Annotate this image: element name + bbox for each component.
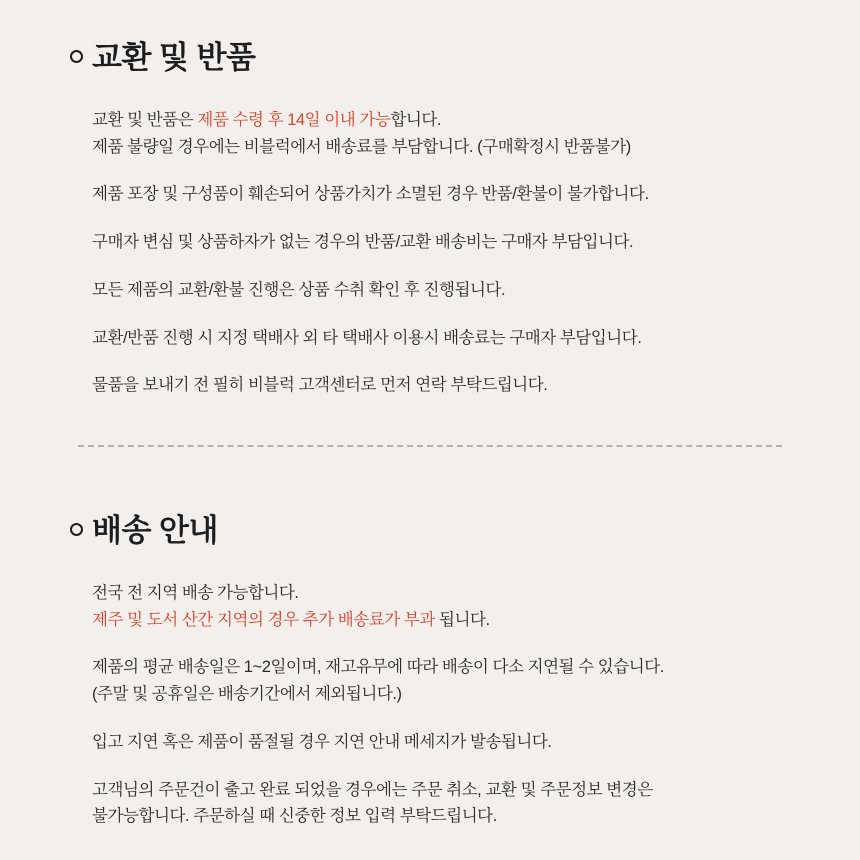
policy-paragraph	[92, 107, 800, 160]
body-text: 됩니다.	[434, 610, 490, 629]
body-text: 모든 제품의 교환/환불 진행은 상품 수취 확인 후 진행됩니다.	[92, 280, 506, 299]
section-heading-shipping-info	[0, 505, 860, 550]
body-text: 제품 불량일 경우에는 비블럭에서 배송료를 부담합니다. (구매확정시 반품불가)	[92, 137, 631, 156]
section-body-exchange-return	[0, 107, 860, 399]
body-text: 전국 전 지역 배송 가능합니다.	[92, 584, 299, 603]
policy-paragraph	[92, 372, 800, 399]
body-text: 제품의 평균 배송일은 1~2일이며, 재고유무에 따라 배송이 다소 지연될 수 있습니다.	[92, 658, 664, 677]
policy-paragraph	[92, 729, 800, 756]
section-title: 교환 및 반품	[92, 40, 256, 75]
section-exchange-return	[0, 32, 860, 399]
section-shipping-info	[0, 505, 860, 830]
spacer	[0, 399, 860, 445]
body-text: 제품 포장 및 구성품이 훼손되어 상품가치가 소멸된 경우 반품/환불이 불가합니다.	[92, 185, 649, 204]
body-text: 교환/반품 진행 시 지정 택배사 외 타 택배사 이용시 배송료는 구매자 부담입니다.	[92, 328, 642, 347]
policy-paragraph	[92, 325, 800, 352]
body-text: 입고 지연 혹은 제품이 품절될 경우 지연 안내 메세지가 발송됩니다.	[92, 732, 552, 751]
body-text: 합니다.	[390, 111, 441, 129]
highlighted-text: 제주 및 도서 산간 지역의 경우 추가 배송료가 부과	[92, 610, 435, 629]
highlighted-text: 제품 수령 후 14일 이내 가능	[197, 111, 391, 129]
spacer	[0, 77, 860, 107]
policy-paragraph	[92, 654, 800, 707]
body-text: 불가능합니다. 주문하실 때 신중한 정보 입력 부탁드립니다.	[92, 807, 497, 826]
policy-paragraph	[92, 580, 800, 633]
circle-bullet-icon	[70, 50, 83, 63]
body-text: 고객님의 주문건이 출고 완료 되었을 경우에는 주문 취소, 교환 및 주문정보 변경은	[92, 780, 653, 799]
spacer	[0, 550, 860, 580]
top-spacer	[0, 0, 860, 32]
section-divider	[0, 445, 860, 447]
body-text: 교환 및 반품은	[92, 111, 198, 129]
policy-paragraph	[92, 777, 800, 830]
policy-paragraph	[92, 181, 800, 208]
divider-line	[78, 445, 782, 447]
policy-paragraph	[92, 277, 800, 304]
body-text: 물품을 보내기 전 필히 비블럭 고객센터로 먼저 연락 부탁드립니다.	[92, 376, 548, 395]
spacer	[0, 447, 860, 505]
section-heading-exchange-return	[0, 32, 860, 77]
section-body-shipping-info	[0, 580, 860, 830]
body-text: 구매자 변심 및 상품하자가 없는 경우의 반품/교환 배송비는 구매자 부담입니다.	[92, 233, 634, 252]
circle-bullet-icon	[70, 523, 83, 536]
body-text: (주말 및 공휴일은 배송기간에서 제외됩니다.)	[92, 685, 402, 704]
section-title: 배송 안내	[92, 513, 218, 549]
policy-paragraph	[92, 229, 800, 256]
